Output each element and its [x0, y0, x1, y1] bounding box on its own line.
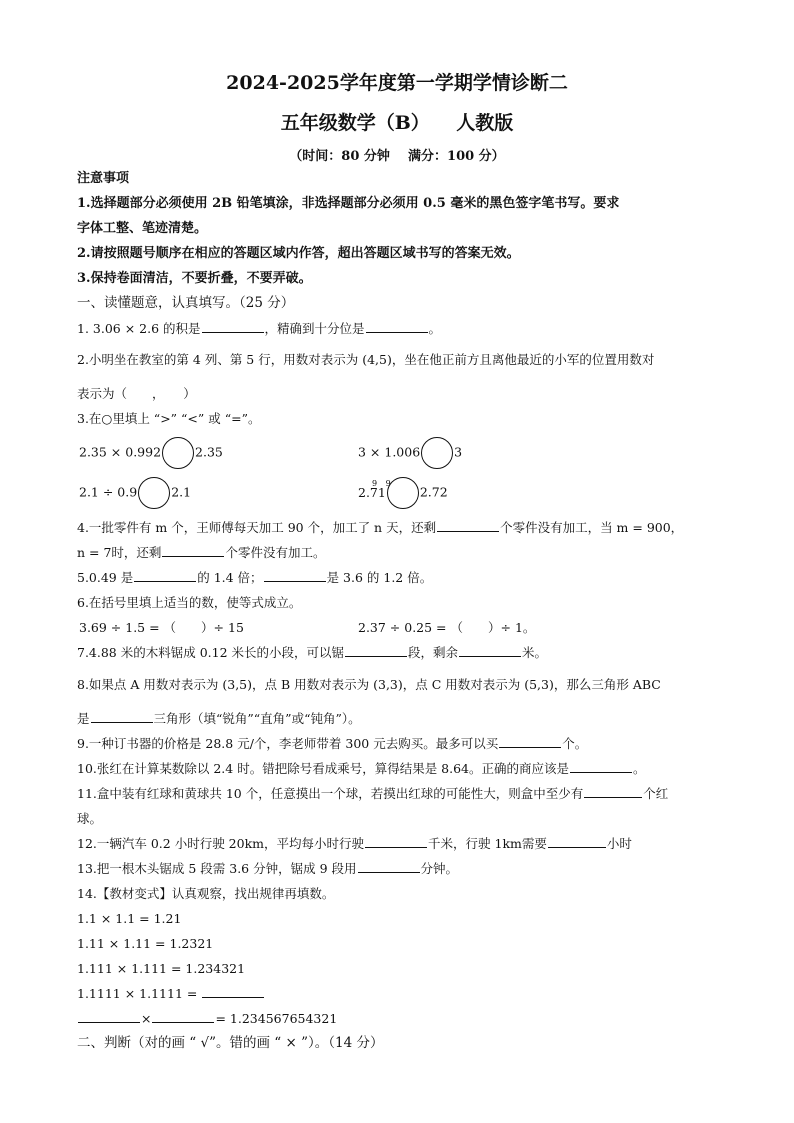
q8-text-b: 是	[77, 711, 90, 726]
note-2: 2.请按照题号顺序在相应的答题区域内作答，超出答题区域书写的答案无效。	[77, 246, 520, 261]
q13-text-a: 13.把一根木头锯成 5 段需 3.6 分钟，锯成 9 段用	[77, 861, 357, 876]
exam-meta: （时间：80 分钟 满分：100 分）	[289, 149, 505, 164]
note-3: 3.保持卷面清洁，不要折叠，不要弄破。	[77, 271, 312, 286]
pattern-line-5	[77, 1010, 337, 1028]
answer-blank[interactable]	[570, 760, 632, 773]
q8-text-c: 三角形（填“锐角”“直角”或“钝角”）。	[153, 711, 361, 726]
times-sign: ×	[141, 1011, 152, 1026]
answer-blank[interactable]	[358, 860, 420, 873]
compare-3-right: 2.1	[171, 484, 192, 500]
q1-text-c: 。	[428, 321, 442, 336]
answer-blank[interactable]	[202, 320, 264, 333]
q4-text-a: 4.一批零件有 m 个，王师傅每天加工 90 个，加工了 n 天，还剩	[77, 520, 437, 535]
question-7	[77, 644, 547, 662]
q1-text-a: 1. 3.06 × 2.6 的积是	[77, 321, 201, 336]
compare-4	[358, 477, 448, 509]
compare-1-left: 2.35 × 0.992	[79, 444, 162, 460]
pattern-line-4	[77, 985, 265, 1003]
compare-circle[interactable]	[421, 437, 453, 469]
q9-text-b: 个。	[562, 736, 588, 751]
q9-text-a: 9.一种订书器的价格是 28.8 元/个，李老师带着 300 元去购买。最多可以买	[77, 736, 499, 751]
question-8b	[77, 710, 361, 728]
note-1a: 1.选择题部分必须使用 2B 铅笔填涂，非选择题部分必须用 0.5 毫米的黑色签字笔书写。要求	[77, 196, 620, 211]
section2-heading: 二、判断（对的画 “ √”。错的画 “ × ”）。（14 分）	[77, 1035, 384, 1051]
repeating-dots: 9 9	[372, 478, 394, 488]
question-2b: 表示为（ ， ）	[77, 386, 196, 401]
compare-circle[interactable]	[162, 437, 194, 469]
answer-blank[interactable]	[366, 320, 428, 333]
question-10	[77, 760, 646, 778]
question-9	[77, 735, 587, 753]
question-2a: 2.小明坐在教室的第 4 列、第 5 行，用数对表示为 (4,5)，坐在他正前方且离他最近的小军的位置用数对	[77, 352, 655, 367]
question-8a: 8.如果点 A 用数对表示为 (3,5)，点 B 用数对表示为 (3,3)，点 C 用数对表示为 (5,3)，那么三角形 ABC	[77, 677, 661, 692]
question-12	[77, 835, 632, 853]
answer-blank[interactable]	[437, 519, 499, 532]
compare-4-right: 2.72	[419, 484, 448, 500]
answer-blank[interactable]	[162, 544, 224, 557]
exam-title: 2024-2025学年度第一学期学情诊断二	[226, 72, 568, 94]
q7-text-c: 米。	[522, 645, 548, 660]
compare-2-right: 3	[454, 444, 463, 460]
answer-blank[interactable]	[202, 985, 264, 998]
q10-text-b: 。	[633, 761, 646, 776]
q1-text-b: ，精确到十分位是	[264, 321, 365, 336]
repeating-decimal	[358, 478, 394, 502]
note-1b: 字体工整、笔迹清楚。	[77, 221, 208, 236]
q4-text-d: 个零件没有加工。	[225, 545, 326, 560]
question-1	[77, 320, 441, 338]
equation-1: 3.69 ÷ 1.5 = （ ）÷ 15	[79, 620, 244, 635]
q11-text-b: 个红	[643, 786, 669, 801]
q10-text-a: 10.张红在计算某数除以 2.4 时。错把除号看成乘号，算得结果是 8.64。正确的商应该是	[77, 761, 570, 776]
answer-blank[interactable]	[365, 835, 427, 848]
notes-heading: 注意事项	[77, 171, 130, 186]
question-5	[77, 569, 432, 587]
exam-subtitle: 五年级数学（B） 人教版	[280, 112, 514, 134]
compare-2-left: 3 × 1.006	[358, 444, 421, 460]
question-13	[77, 860, 458, 878]
q7-text-b: 段，剩余	[408, 645, 459, 660]
question-4a	[77, 519, 683, 537]
section1-heading: 一、读懂题意，认真填写。（25 分）	[77, 295, 295, 311]
compare-1-right: 2.35	[195, 444, 223, 460]
pattern-line-1: 1.1 × 1.1 = 1.21	[77, 911, 182, 926]
question-3: 3.在○里填上 “>” “<” 或 “=”。	[77, 411, 261, 426]
question-14: 14.【教材变式】认真观察，找出规律再填数。	[77, 886, 335, 901]
answer-blank[interactable]	[134, 569, 196, 582]
compare-2	[358, 437, 462, 469]
answer-blank[interactable]	[345, 644, 407, 657]
compare-4-left: 2.71	[358, 484, 386, 500]
answer-blank[interactable]	[548, 835, 606, 848]
q13-text-b: 分钟。	[420, 861, 459, 876]
q12-text-c: 小时	[606, 836, 632, 851]
compare-3	[79, 477, 191, 509]
q4-text-b: 个零件没有加工，当 m = 900，	[500, 520, 684, 535]
q5-text-a: 5.0.49 是	[77, 570, 134, 585]
compare-circle[interactable]	[138, 477, 170, 509]
pattern-4-text: 1.1111 × 1.1111 =	[77, 986, 198, 1001]
answer-blank[interactable]	[78, 1010, 140, 1023]
answer-blank[interactable]	[584, 785, 642, 798]
compare-1	[79, 437, 223, 469]
answer-blank[interactable]	[91, 710, 153, 723]
q5-text-c: 是 3.6 的 1.2 倍。	[326, 570, 433, 585]
equation-2: 2.37 ÷ 0.25 = （ ）÷ 1。	[358, 620, 536, 635]
pattern-line-2: 1.11 × 1.11 = 1.2321	[77, 936, 214, 951]
q5-text-b: 的 1.4 倍；	[197, 570, 263, 585]
answer-blank[interactable]	[152, 1010, 214, 1023]
question-11a	[77, 785, 668, 803]
compare-3-left: 2.1 ÷ 0.9	[79, 484, 138, 500]
q4-text-c: n = 7时，还剩	[77, 545, 162, 560]
q11-text-a: 11.盒中装有红球和黄球共 10 个，任意摸出一个球，若摸出红球的可能性大，则盒中至少有	[77, 786, 584, 801]
question-6: 6.在括号里填上适当的数，使等式成立。	[77, 595, 302, 610]
q12-text-a: 12.一辆汽车 0.2 小时行驶 20km，平均每小时行驶	[77, 836, 365, 851]
q7-text-a: 7.4.88 米的木料锯成 0.12 米长的小段，可以锯	[77, 645, 345, 660]
pattern-line-3: 1.111 × 1.111 = 1.234321	[77, 961, 246, 976]
answer-blank[interactable]	[499, 735, 561, 748]
q12-text-b: 千米，行驶 1km需要	[428, 836, 547, 851]
answer-blank[interactable]	[264, 569, 326, 582]
question-4b	[77, 544, 325, 562]
pattern-5-result: = 1.234567654321	[215, 1011, 338, 1026]
answer-blank[interactable]	[459, 644, 521, 657]
question-11b: 球。	[77, 811, 103, 826]
